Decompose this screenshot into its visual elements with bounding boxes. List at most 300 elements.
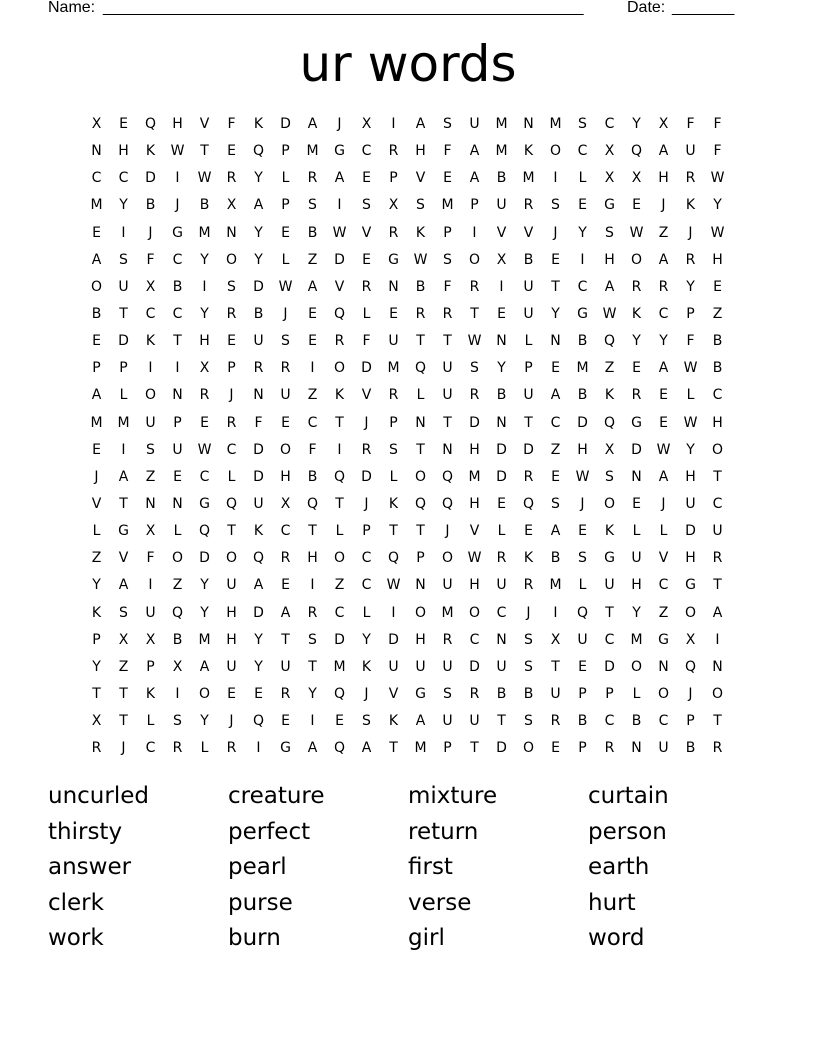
- grid-cell: A: [307, 278, 318, 295]
- grid-cell: H: [172, 116, 183, 132]
- grid-cell: B: [577, 387, 588, 404]
- grid-cell: O: [522, 740, 535, 757]
- grid-cell: Q: [630, 143, 643, 160]
- grid-cell: S: [362, 197, 371, 214]
- grid-cell: A: [118, 468, 129, 485]
- grid-cell: T: [200, 143, 209, 160]
- grid-cell: O: [171, 550, 184, 567]
- grid-cell: V: [388, 685, 399, 702]
- grid-cell: Z: [91, 550, 102, 567]
- grid-cell: T: [470, 305, 479, 322]
- grid-cell: N: [226, 224, 237, 241]
- grid-cell: K: [604, 387, 615, 404]
- grid-cell: P: [227, 360, 236, 377]
- page-title: ur words: [299, 35, 517, 93]
- grid-cell: E: [308, 333, 317, 350]
- grid-cell: I: [175, 170, 180, 187]
- grid-cell: P: [443, 740, 452, 757]
- grid-cell: O: [630, 658, 643, 675]
- grid-cell: M: [630, 631, 643, 648]
- grid-cell: C: [577, 143, 588, 160]
- grid-cell: E: [281, 577, 290, 594]
- grid-cell: P: [119, 360, 128, 377]
- grid-cell: U: [253, 333, 264, 350]
- grid-cell: G: [199, 495, 210, 512]
- grid-cell: H: [469, 577, 480, 594]
- grid-cell: E: [659, 387, 668, 404]
- grid-cell: B: [550, 550, 561, 567]
- grid-cell: D: [253, 278, 264, 295]
- grid-cell: F: [443, 143, 452, 160]
- grid-cell: E: [92, 224, 101, 241]
- grid-cell: A: [361, 740, 372, 757]
- grid-cell: J: [688, 224, 693, 241]
- grid-cell: R: [604, 740, 615, 757]
- grid-cell: M: [90, 197, 103, 214]
- grid-cell: A: [550, 387, 561, 404]
- grid-cell: T: [605, 604, 614, 621]
- grid-cell: H: [226, 631, 237, 648]
- grid-cell: R: [685, 170, 696, 187]
- grid-cell: G: [658, 631, 669, 648]
- grid-cell: X: [145, 278, 156, 295]
- grid-row: [83, 355, 731, 382]
- grid-cell: C: [145, 305, 156, 322]
- grid-cell: O: [333, 360, 346, 377]
- grid-cell: U: [118, 278, 129, 295]
- grid-cell: L: [497, 523, 506, 540]
- grid-cell: O: [441, 550, 454, 567]
- grid-cell: U: [604, 577, 615, 594]
- grid-cell: R: [361, 278, 372, 295]
- grid-cell: A: [658, 143, 669, 160]
- grid-cell: W: [575, 468, 590, 485]
- grid-cell: U: [388, 658, 399, 675]
- grid-cell: S: [173, 713, 182, 730]
- date-blank: _______: [672, 0, 735, 16]
- grid-cell: X: [496, 251, 507, 268]
- grid-row: [83, 138, 731, 165]
- grid-row: [83, 491, 731, 518]
- grid-cell: M: [522, 170, 535, 187]
- grid-cell: C: [604, 116, 615, 132]
- grid-cell: Y: [200, 251, 209, 268]
- grid-cell: N: [631, 468, 642, 485]
- grid-cell: T: [416, 441, 425, 458]
- grid-cell: O: [468, 604, 481, 621]
- grid-row: [83, 572, 731, 599]
- grid-cell: Q: [144, 116, 157, 132]
- grid-cell: D: [334, 631, 345, 648]
- grid-cell: I: [121, 224, 126, 241]
- grid-cell: B: [172, 278, 183, 295]
- grid-cell: Y: [686, 441, 695, 458]
- grid-cell: C: [280, 523, 291, 540]
- grid-cell: G: [631, 414, 642, 431]
- grid-cell: B: [199, 197, 210, 214]
- grid-cell: X: [658, 116, 669, 132]
- grid-cell: B: [712, 333, 723, 350]
- grid-cell: P: [92, 631, 101, 648]
- grid-cell: Y: [92, 577, 101, 594]
- grid-cell: I: [202, 278, 207, 295]
- grid-cell: T: [92, 685, 101, 702]
- grid-cell: F: [686, 116, 695, 132]
- word-list-item: curtain: [588, 783, 669, 809]
- grid-cell: I: [256, 740, 261, 757]
- grid-cell: Y: [308, 685, 317, 702]
- grid-cell: N: [145, 495, 156, 512]
- grid-cell: X: [118, 631, 129, 648]
- grid-cell: B: [685, 740, 696, 757]
- grid-cell: C: [550, 414, 561, 431]
- grid-cell: E: [632, 360, 641, 377]
- grid-cell: C: [199, 468, 210, 485]
- grid-cell: V: [361, 387, 372, 404]
- grid-cell: E: [92, 333, 101, 350]
- grid-cell: Z: [307, 387, 318, 404]
- grid-cell: E: [524, 523, 533, 540]
- grid-cell: G: [415, 685, 426, 702]
- grid-cell: X: [631, 170, 642, 187]
- grid-cell: N: [172, 387, 183, 404]
- grid-cell: D: [280, 116, 291, 132]
- grid-cell: M: [468, 468, 481, 485]
- grid-cell: L: [173, 523, 182, 540]
- grid-cell: D: [388, 631, 399, 648]
- grid-cell: S: [470, 360, 479, 377]
- grid-cell: P: [605, 685, 614, 702]
- grid-cell: E: [92, 441, 101, 458]
- grid-cell: Z: [658, 224, 669, 241]
- header-line: [48, 0, 748, 20]
- grid-cell: U: [523, 305, 534, 322]
- grid-cell: E: [551, 360, 560, 377]
- grid-cell: X: [604, 441, 615, 458]
- grid-row: [83, 735, 731, 762]
- grid-cell: U: [658, 740, 669, 757]
- grid-cell: T: [119, 685, 128, 702]
- grid-cell: E: [119, 116, 128, 132]
- grid-cell: J: [526, 604, 531, 621]
- grid-cell: I: [391, 116, 396, 132]
- grid-cell: R: [307, 604, 318, 621]
- grid-cell: R: [415, 305, 426, 322]
- grid-cell: T: [497, 713, 506, 730]
- grid-cell: E: [389, 305, 398, 322]
- grid-cell: A: [199, 658, 210, 675]
- grid-cell: S: [524, 658, 533, 675]
- grid-cell: I: [472, 224, 477, 241]
- grid-cell: C: [226, 441, 237, 458]
- grid-cell: P: [173, 414, 182, 431]
- grid-cell: M: [495, 143, 508, 160]
- grid-cell: O: [657, 685, 670, 702]
- grid-cell: W: [278, 278, 293, 295]
- grid-cell: Y: [659, 333, 668, 350]
- grid-cell: I: [580, 251, 585, 268]
- grid-cell: L: [119, 387, 128, 404]
- grid-cell: M: [198, 224, 211, 241]
- grid-cell: J: [553, 224, 558, 241]
- grid-cell: Q: [522, 495, 535, 512]
- grid-cell: M: [414, 740, 427, 757]
- grid-cell: C: [712, 495, 723, 512]
- grid-row: [83, 627, 731, 654]
- grid-cell: K: [361, 658, 372, 675]
- grid-cell: V: [415, 170, 426, 187]
- grid-cell: O: [630, 251, 643, 268]
- grid-cell: D: [577, 414, 588, 431]
- grid-cell: W: [386, 577, 401, 594]
- grid-cell: Y: [632, 333, 641, 350]
- grid-cell: R: [91, 740, 102, 757]
- grid-row: [83, 600, 731, 627]
- grid-cell: L: [146, 713, 155, 730]
- grid-cell: B: [496, 685, 507, 702]
- grid-cell: L: [632, 685, 641, 702]
- grid-cell: I: [148, 360, 153, 377]
- grid-cell: U: [442, 658, 453, 675]
- grid-cell: U: [469, 116, 480, 132]
- grid-cell: J: [364, 685, 369, 702]
- grid-cell: B: [253, 305, 264, 322]
- grid-cell: L: [227, 468, 236, 485]
- grid-cell: T: [416, 523, 425, 540]
- grid-cell: G: [280, 740, 291, 757]
- grid-cell: H: [631, 577, 642, 594]
- grid-cell: C: [172, 305, 183, 322]
- grid-cell: I: [175, 360, 180, 377]
- grid-cell: X: [550, 631, 561, 648]
- grid-cell: Q: [333, 740, 346, 757]
- grid-cell: Q: [387, 550, 400, 567]
- grid-row: [83, 111, 731, 138]
- grid-cell: R: [469, 685, 480, 702]
- grid-cell: C: [604, 713, 615, 730]
- grid-cell: U: [388, 333, 399, 350]
- grid-cell: Q: [306, 495, 319, 512]
- grid-cell: T: [416, 333, 425, 350]
- grid-cell: Y: [254, 631, 263, 648]
- grid-cell: M: [441, 604, 454, 621]
- grid-cell: U: [226, 658, 237, 675]
- grid-cell: O: [144, 387, 157, 404]
- grid-cell: G: [388, 251, 399, 268]
- grid-cell: K: [145, 685, 156, 702]
- grid-cell: A: [280, 604, 291, 621]
- grid-cell: F: [686, 333, 695, 350]
- grid-cell: X: [685, 631, 696, 648]
- grid-cell: L: [659, 523, 668, 540]
- grid-cell: H: [685, 468, 696, 485]
- grid-cell: E: [551, 251, 560, 268]
- grid-cell: O: [198, 685, 211, 702]
- grid-cell: O: [468, 251, 481, 268]
- grid-cell: I: [553, 604, 558, 621]
- grid-cell: R: [712, 550, 723, 567]
- grid-cell: R: [658, 278, 669, 295]
- grid-cell: F: [254, 414, 263, 431]
- grid-cell: Y: [200, 305, 209, 322]
- grid-cell: H: [415, 143, 426, 160]
- grid-cell: S: [281, 333, 290, 350]
- grid-cell: O: [414, 468, 427, 485]
- grid-cell: A: [712, 604, 723, 621]
- grid-cell: J: [175, 197, 180, 214]
- grid-cell: S: [227, 278, 236, 295]
- grid-cell: J: [229, 713, 234, 730]
- grid-cell: U: [469, 713, 480, 730]
- grid-cell: O: [684, 604, 697, 621]
- grid-cell: U: [685, 143, 696, 160]
- grid-cell: S: [119, 251, 128, 268]
- name-blank: ______________________________________________________: [103, 0, 584, 16]
- grid-cell: T: [389, 740, 398, 757]
- grid-cell: B: [631, 713, 642, 730]
- grid-cell: T: [281, 631, 290, 648]
- grid-cell: K: [334, 387, 345, 404]
- grid-cell: W: [170, 143, 185, 160]
- grid-cell: K: [145, 333, 156, 350]
- grid-cell: R: [388, 143, 399, 160]
- grid-row: [83, 654, 731, 681]
- grid-cell: E: [308, 305, 317, 322]
- grid-cell: Y: [551, 305, 560, 322]
- grid-cell: C: [712, 387, 723, 404]
- grid-cell: R: [253, 360, 264, 377]
- grid-cell: C: [118, 170, 129, 187]
- grid-cell: O: [333, 550, 346, 567]
- grid-cell: H: [658, 170, 669, 187]
- grid-cell: E: [281, 414, 290, 431]
- grid-cell: Y: [200, 577, 209, 594]
- grid-cell: T: [389, 523, 398, 540]
- grid-cell: M: [495, 116, 508, 132]
- grid-cell: E: [254, 685, 263, 702]
- grid-cell: H: [712, 251, 723, 268]
- grid-row: [83, 681, 731, 708]
- grid-cell: U: [550, 685, 561, 702]
- grid-cell: C: [658, 577, 669, 594]
- grid-cell: D: [685, 523, 696, 540]
- grid-cell: S: [551, 495, 560, 512]
- word-list-item: return: [408, 818, 479, 845]
- grid-cell: A: [469, 143, 480, 160]
- grid-cell: Y: [200, 713, 209, 730]
- grid-cell: R: [523, 468, 534, 485]
- grid-cell: E: [362, 170, 371, 187]
- grid-cell: M: [333, 658, 346, 675]
- grid-cell: I: [175, 685, 180, 702]
- grid-cell: I: [337, 197, 342, 214]
- grid-cell: H: [685, 550, 696, 567]
- grid-cell: K: [631, 305, 642, 322]
- grid-cell: X: [361, 116, 372, 132]
- grid-cell: C: [145, 740, 156, 757]
- grid-cell: V: [496, 224, 507, 241]
- word-list-item: burn: [228, 925, 281, 951]
- grid-cell: N: [523, 116, 534, 132]
- grid-cell: V: [469, 523, 480, 540]
- grid-cell: N: [91, 143, 102, 160]
- grid-cell: B: [172, 631, 183, 648]
- grid-cell: K: [415, 224, 426, 241]
- grid-cell: T: [551, 278, 560, 295]
- grid-cell: H: [118, 143, 129, 160]
- grid-cell: U: [496, 658, 507, 675]
- grid-cell: K: [685, 197, 696, 214]
- grid-cell: S: [443, 251, 452, 268]
- grid-cell: T: [119, 495, 128, 512]
- grid-cell: R: [442, 631, 453, 648]
- grid-cell: W: [710, 170, 725, 187]
- word-list-item: girl: [408, 925, 445, 951]
- grid-cell: S: [416, 197, 425, 214]
- grid-cell: Q: [684, 658, 697, 675]
- grid-cell: E: [281, 224, 290, 241]
- grid-cell: L: [92, 523, 101, 540]
- grid-cell: K: [388, 713, 399, 730]
- grid-cell: P: [578, 740, 587, 757]
- grid-cell: W: [467, 333, 482, 350]
- grid-cell: Y: [578, 224, 587, 241]
- grid-cell: H: [712, 414, 723, 431]
- grid-cell: Q: [252, 713, 265, 730]
- grid-row: [83, 437, 731, 464]
- grid-cell: A: [658, 468, 669, 485]
- grid-cell: L: [335, 523, 344, 540]
- grid-cell: J: [337, 116, 342, 132]
- grid-cell: P: [389, 414, 398, 431]
- grid-cell: N: [415, 577, 426, 594]
- grid-cell: H: [280, 468, 291, 485]
- grid-cell: I: [553, 170, 558, 187]
- grid-cell: A: [253, 197, 264, 214]
- grid-cell: N: [496, 333, 507, 350]
- grid-cell: I: [337, 441, 342, 458]
- grid-cell: U: [415, 658, 426, 675]
- letter-grid: [83, 111, 731, 762]
- grid-cell: K: [91, 604, 102, 621]
- grid-cell: D: [496, 468, 507, 485]
- grid-cell: F: [146, 251, 155, 268]
- grid-cell: W: [197, 441, 212, 458]
- grid-cell: R: [280, 685, 291, 702]
- grid-cell: Y: [92, 658, 101, 675]
- grid-cell: U: [523, 387, 534, 404]
- grid-cell: A: [469, 170, 480, 187]
- grid-cell: S: [551, 197, 560, 214]
- grid-row: [83, 192, 731, 219]
- grid-cell: C: [334, 604, 345, 621]
- grid-cell: F: [713, 143, 722, 160]
- grid-cell: X: [226, 197, 237, 214]
- grid-row: [83, 274, 731, 301]
- grid-cell: K: [145, 143, 156, 160]
- grid-cell: Q: [252, 550, 265, 567]
- grid-cell: H: [307, 550, 318, 567]
- word-list-item: earth: [588, 854, 650, 880]
- word-list-item: clerk: [48, 889, 104, 916]
- grid-cell: M: [117, 414, 130, 431]
- grid-cell: S: [146, 441, 155, 458]
- grid-cell: X: [388, 197, 399, 214]
- grid-cell: F: [308, 441, 317, 458]
- word-list-item: hurt: [588, 889, 636, 916]
- grid-cell: A: [91, 251, 102, 268]
- grid-cell: P: [578, 685, 587, 702]
